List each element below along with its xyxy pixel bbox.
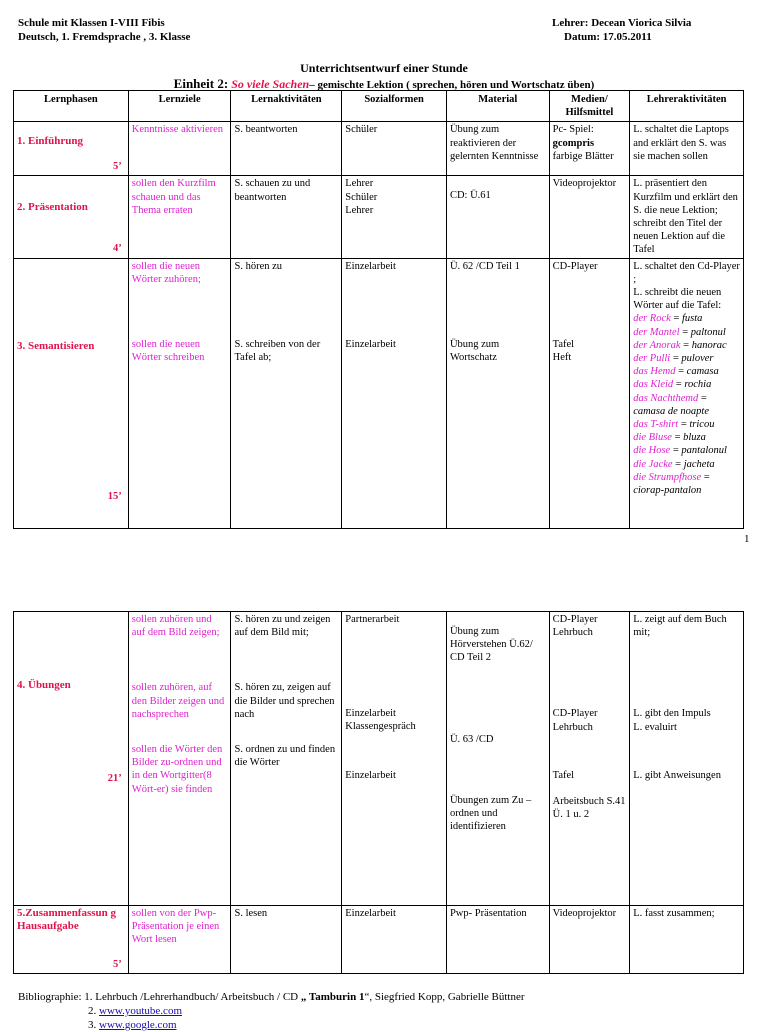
sozial-text: Partnerarbeit	[345, 614, 400, 625]
bibliography-item	[18, 990, 525, 1004]
teacher-name: Lehrer: Decean Viorica Silvia	[552, 17, 692, 29]
material-text: Übung zum Wortschatz	[449, 338, 500, 364]
ziel-text: sollen zuhören, auf den Bilder zeigen und nachsprechen	[131, 682, 225, 720]
lehrer-text: L. zeigt auf dem Buch mit;	[633, 614, 727, 639]
phase-label: 4. Übungen	[17, 679, 71, 691]
medien-text: CD-Player	[552, 614, 598, 625]
table-row	[14, 122, 744, 176]
bibliography-item	[18, 1004, 525, 1018]
medien-cell	[549, 122, 630, 176]
col-sozialformen: Sozialformen	[342, 91, 447, 122]
vocab-item: die Strumpfhose = ciorap-pantalon	[633, 471, 710, 497]
akt-cell	[231, 258, 342, 528]
material-text: Ü. 62 /CD Teil 1	[449, 260, 520, 272]
akt-text: S. hören zu und zeigen auf dem Bild mit;	[234, 614, 331, 639]
phase-time: 5’	[113, 161, 122, 173]
phase-label: 1. Einführung	[17, 135, 84, 148]
vocab-german: der Rock	[633, 313, 671, 325]
akt-cell: S. beantworten	[231, 122, 342, 176]
col-lernphasen: Lernphasen	[14, 91, 129, 122]
ziel-cell	[128, 612, 231, 906]
material-text: Ü. 63 /CD	[449, 733, 494, 745]
unit-suffix: – gemischte Lektion ( sprechen, hören und Wortschatz üben)	[309, 79, 595, 91]
lesson-plan-table-1	[13, 90, 744, 529]
sozial-text: Einzelarbeit	[345, 769, 396, 781]
vocab-item: der Rock = fusta	[633, 313, 703, 325]
bibliography-book: „ Tamburin 1	[300, 991, 365, 1003]
medien-cell: Videoprojektor	[549, 176, 630, 258]
lehrer-text: L. gibt Anweisungen	[633, 769, 721, 781]
akt-text: S. schreiben von der Tafel ab;	[234, 338, 321, 364]
vocab-german: die Strumpfhose	[633, 471, 702, 483]
google-link[interactable]: www.google.com	[99, 1019, 177, 1031]
phase-cell	[14, 612, 129, 906]
sozial-cell: Einzelarbeit	[342, 906, 447, 974]
table-header-row	[14, 91, 744, 122]
bibliography	[18, 990, 525, 1032]
table-row	[14, 176, 744, 258]
medien-text: Pc- Spiel:	[552, 124, 594, 136]
vocab-list	[633, 312, 740, 497]
medien-text: farbige Blätter	[552, 150, 614, 162]
material-cell: Übung zum reaktivieren der gelernten Kenntnisse	[446, 122, 549, 176]
vocab-german: das Nachthemd	[633, 392, 699, 404]
medien-text: Tafel	[552, 769, 575, 781]
material-cell	[446, 176, 549, 258]
vocab-german: die Jacke	[633, 458, 673, 470]
akt-cell	[231, 612, 342, 906]
vocab-item: der Anorak = hanorac	[633, 339, 727, 351]
ziel-cell	[128, 258, 231, 528]
akt-text: S. hören zu, zeigen auf die Bilder und sprechen nach	[234, 682, 335, 720]
phase-time: 21’	[107, 773, 122, 784]
lehrer-cell: L. schaltet die Laptops and erklärt den S. was sie machen sollen	[630, 122, 744, 176]
lehrer-cell	[630, 258, 744, 528]
bibliography-label: Bibliographie: 1. Lehrbuch /Lehrerhandbuch/ Arbeitsbuch / CD	[18, 991, 299, 1003]
sozial-cell	[342, 612, 447, 906]
vocab-german: das Kleid	[633, 379, 674, 391]
ziel-text: sollen die neuen Wörter zuhören;	[131, 260, 201, 285]
course-name: Deutsch, 1. Fremdsprache , 3. Klasse	[18, 31, 191, 43]
lehrer-text: L. evaluirt	[633, 721, 677, 733]
school-header	[18, 16, 190, 44]
col-medien: Medien/ Hilfsmittel	[549, 91, 630, 122]
vocab-german: der Mantel	[633, 326, 680, 338]
sozial-text: Klassengespräch	[345, 721, 416, 733]
table-row	[14, 258, 744, 528]
vocab-german: das Hemd	[633, 366, 676, 378]
vocab-romanian: bluza	[683, 432, 706, 444]
col-lehreraktivitaeten: Lehreraktivitäten	[630, 91, 744, 122]
lesson-date: Datum: 17.05.2011	[564, 31, 652, 43]
sozial-text: Einzelarbeit	[345, 338, 396, 350]
akt-cell: S. schauen zu und beantworten	[231, 176, 342, 258]
phase-label: 5.Zusammenfassun g Hausaufgabe	[17, 907, 117, 933]
ziel-cell: sollen von der Pwp-Präsentation je einen Wort lesen	[128, 906, 231, 974]
medien-text: Heft	[552, 352, 572, 364]
medien-text: Tafel	[552, 338, 575, 350]
vocab-item: die Hose = pantalonul	[633, 445, 727, 457]
medien-text: CD-Player	[552, 708, 598, 720]
akt-text: S. ordnen zu und finden die Wörter	[234, 744, 336, 769]
vocab-item: das T-shirt = tricou	[633, 419, 715, 431]
ziel-cell: Kenntnisse aktivieren	[128, 122, 231, 176]
sozial-cell	[342, 258, 447, 528]
table-row	[14, 612, 744, 906]
material-cell	[446, 258, 549, 528]
vocab-romanian: camasa	[686, 366, 719, 378]
material-cell: Pwp- Präsentation	[446, 906, 549, 974]
vocab-item: das Kleid = rochia	[633, 379, 712, 391]
medien-text: Arbeitsbuch S.41 Ü. 1 u. 2	[552, 796, 626, 821]
vocab-item: der Pulli = pulover	[633, 353, 714, 365]
teacher-header	[552, 16, 691, 44]
lehrer-cell	[630, 612, 744, 906]
bibliography-authors: “, Siegfried Kopp, Gabrielle Büttner	[364, 991, 525, 1003]
sozial-text: Einzelarbeit	[345, 260, 396, 272]
phase-time: 5’	[113, 958, 122, 970]
ziel-text: sollen die neuen Wörter schreiben	[131, 339, 205, 364]
sozial-cell: Schüler	[342, 122, 447, 176]
sozial-text: Einzelarbeit	[345, 708, 396, 720]
vocab-romanian: pantalonul	[681, 445, 727, 457]
vocab-romanian: jacheta	[683, 458, 715, 470]
vocab-german: der Pulli	[633, 353, 671, 365]
phase-cell	[14, 122, 129, 176]
vocab-german: die Bluse	[633, 432, 672, 444]
vocab-romanian: fusta	[681, 313, 703, 325]
vocab-romanian: pulover	[681, 353, 714, 365]
medien-text: Lehrbuch	[552, 627, 593, 639]
bibliography-item	[18, 1018, 525, 1032]
bibliography-number: 3.	[88, 1019, 97, 1031]
phase-time: 15’	[107, 491, 122, 503]
ziel-cell: sollen den Kurzfilm schauen und das Thema erraten	[128, 176, 231, 258]
vocab-german: der Anorak	[633, 339, 681, 351]
lesson-plan-table-2	[13, 611, 744, 974]
phase-label: 3. Semantisieren	[17, 339, 95, 352]
phase-label: 2. Präsentation	[17, 201, 88, 214]
sozial-text: Lehrer	[345, 204, 374, 216]
bibliography-number: 2.	[88, 1005, 97, 1017]
school-name: Schule mit Klassen I-VIII Fibis	[18, 17, 165, 29]
vocab-item: der Mantel = paltonul	[633, 326, 726, 338]
medien-text: gcompris	[552, 137, 595, 149]
vocab-german: das T-shirt	[633, 419, 679, 431]
material-text: Übungen zum Zu – ordnen und identifizieren	[449, 794, 532, 833]
medien-cell	[549, 612, 630, 906]
medien-cell: Videoprojektor	[549, 906, 630, 974]
medien-text: Lehrbuch	[552, 721, 593, 733]
vocab-romanian: rochia	[684, 379, 712, 391]
sozial-cell	[342, 176, 447, 258]
unit-name: So viele Sachen	[231, 77, 310, 91]
medien-text: CD-Player	[552, 260, 598, 272]
phase-cell	[14, 176, 129, 258]
vocab-german: die Hose	[633, 445, 671, 457]
ziel-text: sollen die Wörter den Bilder zu-ordnen und in den Wortgitter(8 Wört-er) sie finden	[131, 744, 223, 795]
vocab-item: das Nachthemd = camasa de noapte	[633, 392, 710, 417]
phase-time: 4’	[113, 243, 122, 255]
table-row	[14, 906, 744, 974]
vocab-romanian: ciorap-pantalon	[633, 485, 702, 497]
page-number: 1	[744, 533, 750, 545]
vocab-item: die Jacke = jacheta	[633, 458, 715, 470]
lehrer-cell: L. fasst zusammen;	[630, 906, 744, 974]
phase-cell	[14, 906, 129, 974]
youtube-link[interactable]: www.youtube.com	[99, 1005, 182, 1017]
col-lernziele: Lernziele	[128, 91, 231, 122]
vocab-romanian: paltonul	[690, 326, 726, 338]
lehrer-cell: L. präsentiert den Kurzfilm und erklärt den S. die neue Lektion; schreibt den Titel der neuen Lektion auf die Tafel	[630, 176, 744, 258]
lehrer-text: L. gibt den Impuls	[633, 708, 711, 720]
ziel-text: sollen zuhören und auf dem Bild zeigen;	[131, 614, 220, 639]
lehrer-text: L. schreibt die neuen Wörter auf die Tafel:	[633, 287, 722, 312]
akt-text: S. hören zu	[234, 260, 283, 272]
sozial-text: Lehrer	[345, 178, 374, 190]
phase-cell	[14, 258, 129, 528]
material-cell	[446, 612, 549, 906]
sozial-text: Schüler	[345, 191, 378, 203]
lehrer-text: L. schaltet den Cd-Player ;	[633, 260, 740, 285]
vocab-romanian: hanorac	[691, 339, 727, 351]
unit-prefix: Einheit 2:	[173, 76, 229, 91]
vocab-item: das Hemd = camasa	[633, 366, 719, 378]
col-material: Material	[446, 91, 549, 122]
vocab-romanian: tricou	[689, 419, 715, 431]
vocab-item: die Bluse = bluza	[633, 432, 706, 444]
material-text: CD: Ü.61	[449, 190, 491, 202]
document-title: Unterrichtsentwurf einer Stunde	[300, 61, 468, 75]
material-text: Übung zum Hörverstehen Ü.62/ CD Teil 2	[449, 626, 533, 664]
akt-cell: S. lesen	[231, 906, 342, 974]
col-lernaktivitaeten: Lernaktivitäten	[231, 91, 342, 122]
vocab-romanian: camasa de noapte	[633, 405, 710, 417]
medien-cell	[549, 258, 630, 528]
